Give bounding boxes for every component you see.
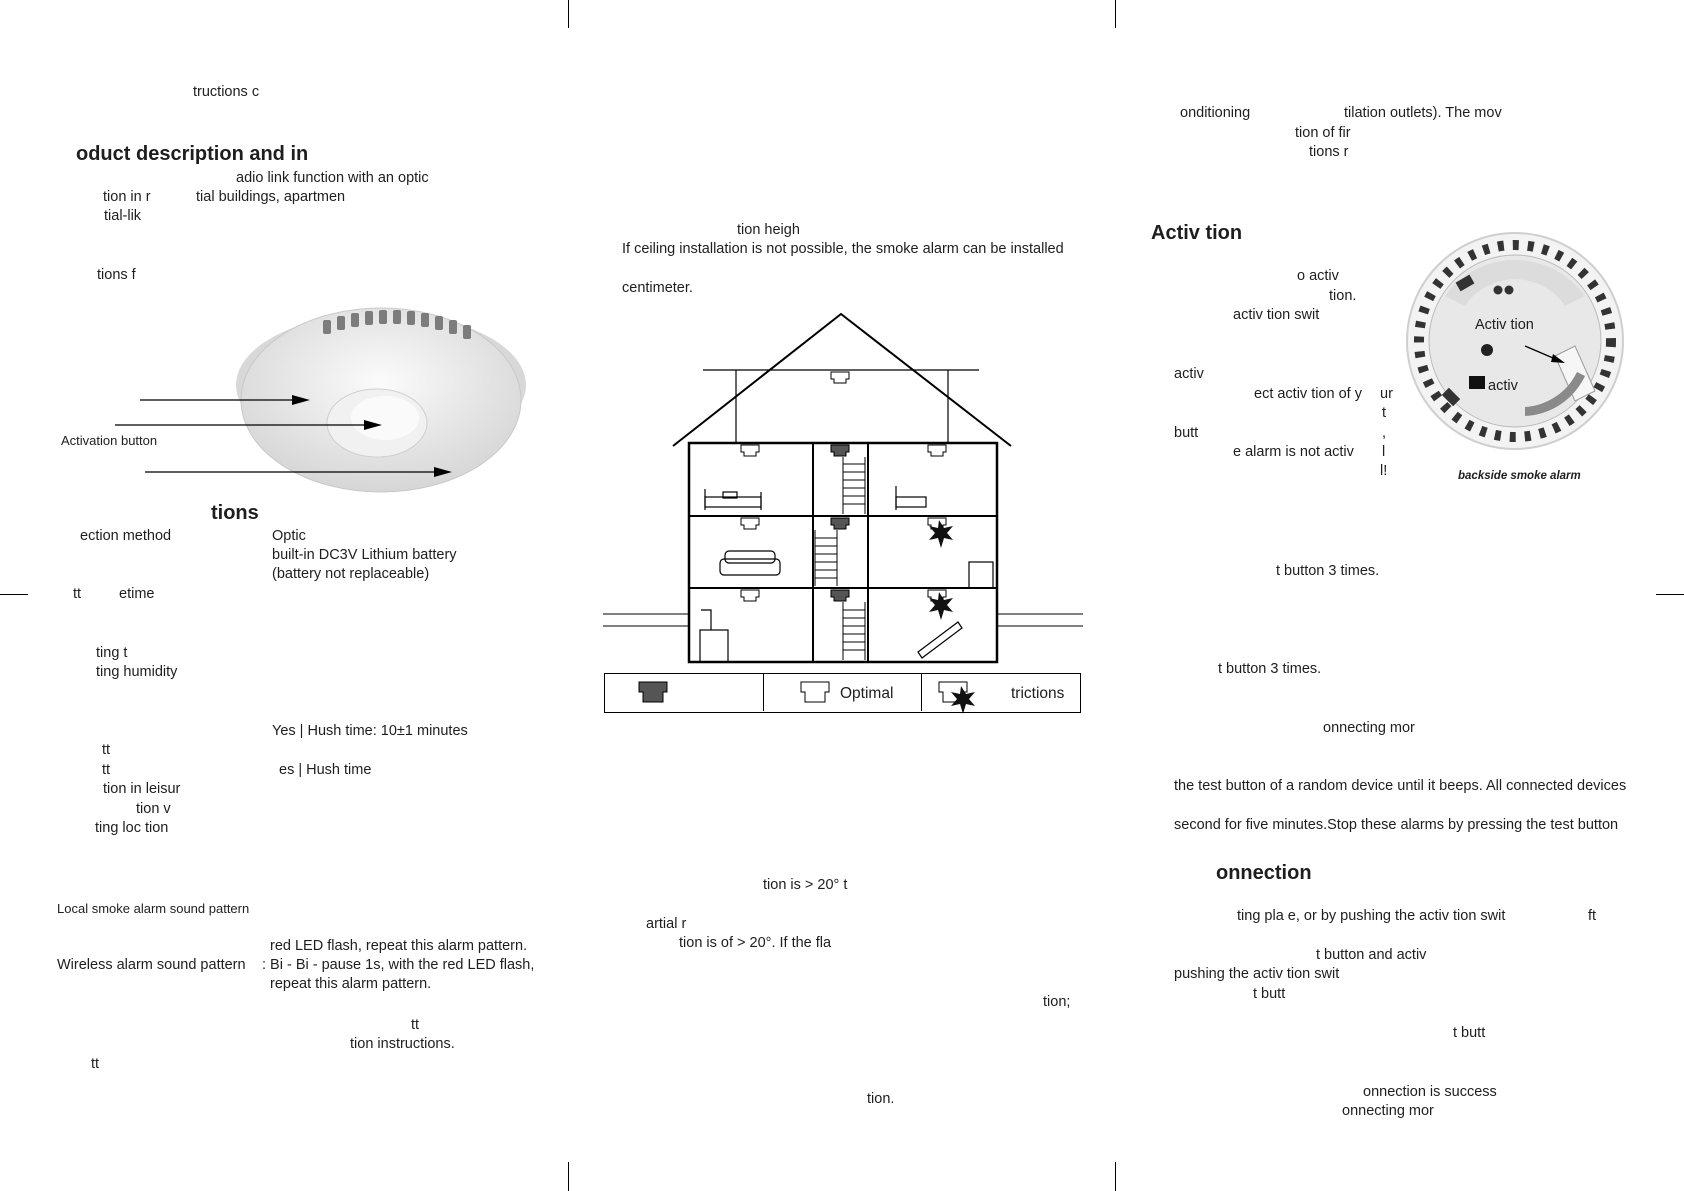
activation-button-label: Activation button bbox=[61, 433, 158, 448]
centimeter-line: centimeter. bbox=[622, 280, 693, 296]
fold-mark-bottom-2 bbox=[1115, 1162, 1116, 1191]
activation-line-8: e alarm is not activ bbox=[1233, 444, 1354, 460]
connection-line-3: pushing the activ tion swit bbox=[1174, 966, 1340, 982]
spec-label-tion-v: tion v bbox=[136, 801, 171, 817]
legend-cell-3 bbox=[923, 674, 1079, 711]
fold-mark-left bbox=[0, 594, 28, 595]
spec-label-leisure: tion in leisur bbox=[103, 781, 181, 797]
header-fragment: tructions c bbox=[193, 84, 260, 100]
desc-line-2b: tial buildings, apartmen bbox=[196, 189, 346, 205]
desc-line-2a: tion in r bbox=[103, 189, 151, 205]
spec-value-hush-2: es | Hush time bbox=[279, 762, 372, 778]
connection-line-4: t butt bbox=[1253, 986, 1286, 1002]
legend-detector-dark bbox=[639, 682, 669, 706]
connection-title: onnection bbox=[1216, 862, 1312, 884]
desc-line-3: tial-lik bbox=[104, 208, 142, 224]
activation-line-4: activ bbox=[1174, 366, 1204, 382]
spec-value-battery-note: (battery not replaceable) bbox=[272, 566, 430, 582]
spec-label-tt-2: tt bbox=[102, 742, 111, 758]
fold-mark-top-1 bbox=[568, 0, 569, 28]
legend-restrictions-label: trictions bbox=[1011, 685, 1065, 702]
partial-fragment: artial r bbox=[646, 916, 687, 932]
spec-value-optic: Optic bbox=[272, 528, 306, 544]
legend-optimal-label: Optimal bbox=[840, 685, 894, 702]
test-button-3-times-b: t button 3 times. bbox=[1218, 661, 1322, 677]
activation-line-2: tion. bbox=[1329, 288, 1357, 304]
pointer-arrows bbox=[110, 390, 510, 490]
activation-line-1: o activ bbox=[1297, 268, 1339, 284]
product-description-title: oduct description and in bbox=[76, 143, 309, 165]
activation-line-8b: l bbox=[1382, 444, 1386, 460]
fold-mark-top-2 bbox=[1115, 0, 1116, 28]
spec-label-detection: ection method bbox=[80, 528, 172, 544]
fragment-tt: tt bbox=[411, 1017, 420, 1033]
wireless-sound-pattern-label: Wireless alarm sound pattern bbox=[57, 957, 246, 973]
specifications-title: tions bbox=[211, 502, 259, 524]
furniture bbox=[700, 486, 993, 662]
spec-label-humidity: ting humidity bbox=[96, 664, 178, 680]
activation-line-3: activ tion swit bbox=[1233, 307, 1320, 323]
fold-mark-bottom-1 bbox=[568, 1162, 569, 1191]
placement-legend bbox=[604, 673, 1081, 713]
test-button-3-times-a: t button 3 times. bbox=[1276, 563, 1380, 579]
sound-line-3: repeat this alarm pattern. bbox=[270, 976, 432, 992]
activation-line-5: ect activ tion of y bbox=[1254, 386, 1362, 402]
tion-fragment-2: tion. bbox=[867, 1091, 895, 1107]
desc-line-4: tions f bbox=[97, 267, 136, 283]
connection-line-5: t butt bbox=[1453, 1025, 1486, 1041]
connection-line-2: t button and activ bbox=[1316, 947, 1427, 963]
backside-caption: backside smoke alarm bbox=[1458, 470, 1581, 482]
fragment-tt-2: tt bbox=[91, 1056, 100, 1072]
backside-alarm-illustration bbox=[1405, 236, 1635, 466]
spec-label-lifetime: etime bbox=[119, 586, 155, 602]
angle-fragment: tion is > 20° t bbox=[763, 877, 848, 893]
connection-more: onnecting mor bbox=[1342, 1103, 1434, 1119]
fire-fragment: tion of fir bbox=[1295, 125, 1351, 141]
legend-detector-optimal bbox=[801, 682, 831, 706]
activation-title: Activ tion bbox=[1151, 222, 1243, 244]
legend-cell-1 bbox=[605, 674, 764, 711]
activation-line-5b: ur bbox=[1380, 386, 1393, 402]
spec-value-battery: built-in DC3V Lithium battery bbox=[272, 547, 457, 563]
fold-mark-right bbox=[1656, 594, 1684, 595]
connection-line-1: ting pla e, or by pushing the activ tion swit bbox=[1237, 908, 1506, 924]
tion-fragment: tion; bbox=[1043, 994, 1071, 1010]
tions-fragment: tions r bbox=[1309, 144, 1349, 160]
sound-line-2: : Bi - Bi - pause 1s, with the red LED flash, bbox=[262, 957, 535, 973]
backside-activation-label: Activ tion bbox=[1475, 317, 1534, 333]
restriction-stars bbox=[929, 520, 953, 620]
legend-cell-2 bbox=[765, 674, 922, 711]
conditioning-fragment: onditioning bbox=[1180, 105, 1251, 121]
sound-line-1: red LED flash, repeat this alarm pattern. bbox=[270, 938, 528, 954]
backside-center-dot bbox=[1481, 344, 1493, 356]
angle-fragment-2: tion is of > 20°. If the fla bbox=[679, 935, 832, 951]
spec-label-temp: ting t bbox=[96, 645, 128, 661]
connection-line-1b: ft bbox=[1588, 908, 1597, 924]
legend-detector-restriction bbox=[939, 680, 979, 710]
spec-label-location: ting loc tion bbox=[95, 820, 169, 836]
ventilation-fragment: tilation outlets). The mov bbox=[1344, 105, 1502, 121]
activation-line-7b: , bbox=[1382, 425, 1387, 441]
local-sound-pattern-label: Local smoke alarm sound pattern bbox=[57, 901, 250, 916]
spec-value-hush: Yes | Hush time: 10±1 minutes bbox=[272, 723, 468, 739]
house-placement-diagram bbox=[603, 312, 1083, 712]
desc-line-1: adio link function with an optic bbox=[236, 170, 429, 186]
connecting-fragment: onnecting mor bbox=[1323, 720, 1415, 736]
fragment-instructions: tion instructions. bbox=[350, 1036, 455, 1052]
spec-label-tt-3: tt bbox=[102, 762, 111, 778]
installation-height-fragment: tion heigh bbox=[737, 222, 800, 238]
ceiling-installation-line: If ceiling installation is not possible, the smoke alarm can be installed bbox=[622, 241, 1064, 257]
activation-line-9b: l! bbox=[1380, 463, 1388, 479]
connection-success: onnection is success bbox=[1363, 1084, 1497, 1100]
spec-label-tt: tt bbox=[73, 586, 82, 602]
five-minutes-line: second for five minutes.Stop these alarms by pressing the test button bbox=[1174, 817, 1619, 833]
backside-activ-label: activ bbox=[1488, 378, 1518, 394]
staircases bbox=[815, 457, 865, 660]
activation-line-6b: t bbox=[1382, 405, 1387, 421]
activation-line-7: butt bbox=[1174, 425, 1199, 441]
test-button-line: the test button of a random device until it beeps. All connected devices bbox=[1174, 778, 1627, 794]
